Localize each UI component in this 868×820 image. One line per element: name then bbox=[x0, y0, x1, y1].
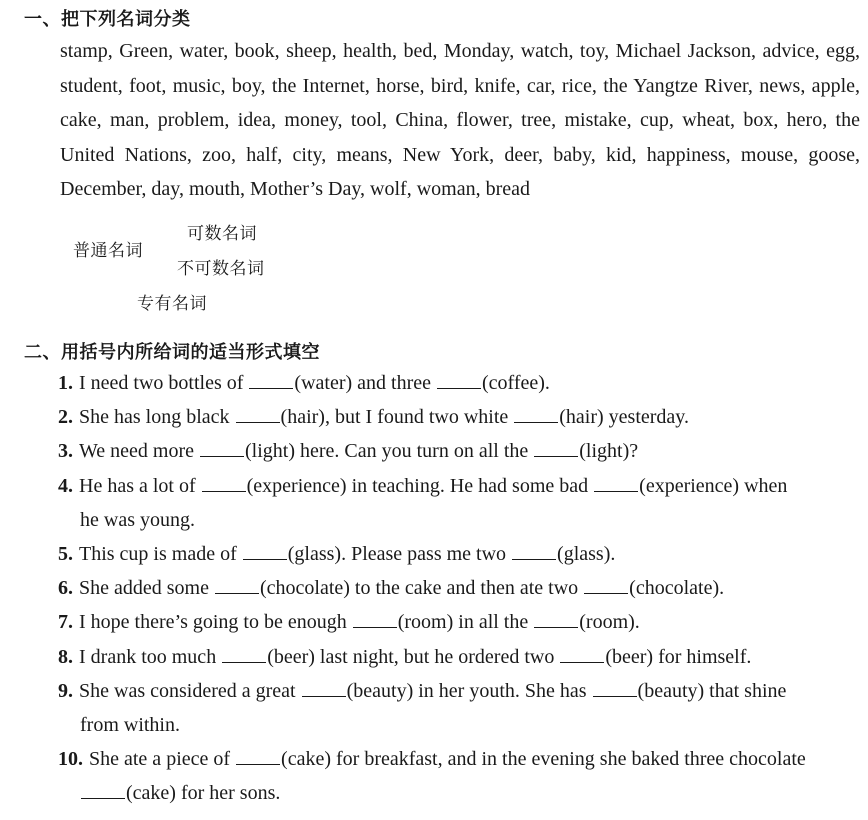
answer-blank[interactable] bbox=[200, 438, 244, 457]
question-text: (room). bbox=[579, 611, 640, 634]
question-number: 1. bbox=[58, 372, 73, 394]
answer-blank[interactable] bbox=[512, 541, 556, 560]
question-list bbox=[58, 366, 856, 811]
question-text: (glass). Please pass me two bbox=[287, 543, 512, 566]
question-7 bbox=[58, 605, 856, 639]
question-number: 3. bbox=[58, 440, 73, 463]
answer-blank[interactable] bbox=[215, 575, 259, 594]
question-number: 8. bbox=[58, 645, 73, 668]
answer-blank[interactable] bbox=[534, 609, 578, 628]
question-4 bbox=[58, 469, 856, 537]
question-text: (beer) for himself. bbox=[605, 645, 752, 668]
question-continuation: from within. bbox=[80, 714, 180, 737]
section-1-title: 一、把下列名词分类 bbox=[24, 9, 191, 30]
question-2 bbox=[58, 400, 856, 434]
question-text: (experience) when bbox=[639, 474, 788, 497]
answer-blank[interactable] bbox=[594, 473, 638, 492]
question-1 bbox=[58, 366, 856, 400]
category-uncountable-nouns: 不可数名词 bbox=[177, 259, 265, 279]
answer-blank[interactable] bbox=[534, 438, 578, 457]
question-text: She ate a piece of bbox=[89, 748, 236, 771]
question-text: I need two bottles of bbox=[79, 372, 249, 394]
question-5 bbox=[58, 537, 856, 571]
question-text: (light)? bbox=[579, 440, 639, 463]
answer-blank[interactable] bbox=[202, 473, 246, 492]
question-text: (hair), but I found two white bbox=[280, 406, 514, 429]
question-continuation bbox=[58, 776, 856, 810]
answer-blank[interactable] bbox=[243, 541, 287, 560]
answer-blank[interactable] bbox=[560, 644, 604, 663]
question-text: (beauty) that shine bbox=[637, 679, 787, 702]
question-text: I hope there’s going to be enough bbox=[79, 611, 352, 634]
question-6 bbox=[58, 571, 856, 605]
answer-blank[interactable] bbox=[81, 780, 125, 799]
question-number: 6. bbox=[58, 577, 73, 600]
question-text: She was considered a great bbox=[79, 679, 301, 702]
section-2-title: 二、用括号内所给词的适当形式填空 bbox=[24, 342, 320, 363]
question-text: (chocolate) to the cake and then ate two bbox=[259, 577, 584, 600]
question-text: I drank too much bbox=[79, 645, 222, 668]
question-number: 2. bbox=[58, 406, 73, 429]
question-text: (glass). bbox=[557, 543, 616, 566]
question-continuation: he was young. bbox=[80, 508, 195, 531]
question-text: She has long black bbox=[79, 406, 235, 429]
answer-blank[interactable] bbox=[236, 404, 280, 423]
question-number: 7. bbox=[58, 611, 73, 634]
question-text: (room) in all the bbox=[397, 611, 534, 634]
answer-blank[interactable] bbox=[584, 575, 628, 594]
question-text: (cake) for her sons. bbox=[126, 782, 281, 805]
answer-blank[interactable] bbox=[353, 609, 397, 628]
question-text: He has a lot of bbox=[79, 474, 201, 497]
answer-blank[interactable] bbox=[593, 678, 637, 697]
question-9 bbox=[58, 674, 856, 742]
question-text: (water) and three bbox=[294, 372, 436, 394]
category-countable-nouns: 可数名词 bbox=[187, 224, 257, 244]
answer-blank[interactable] bbox=[302, 678, 346, 697]
question-text: We need more bbox=[79, 440, 199, 463]
question-number: 10. bbox=[58, 748, 83, 771]
answer-blank[interactable] bbox=[514, 404, 558, 423]
question-text: (light) here. Can you turn on all the bbox=[245, 440, 534, 463]
question-number: 5. bbox=[58, 543, 73, 566]
answer-blank[interactable] bbox=[437, 370, 481, 389]
question-text: (beauty) in her youth. She has bbox=[346, 679, 592, 702]
question-text: (hair) yesterday. bbox=[559, 406, 690, 429]
question-text: (experience) in teaching. He had some bad bbox=[246, 474, 594, 497]
answer-blank[interactable] bbox=[249, 370, 293, 389]
question-text: (beer) last night, but he ordered two bbox=[267, 645, 560, 668]
question-10 bbox=[58, 742, 856, 810]
question-number: 4. bbox=[58, 474, 73, 497]
question-text: This cup is made of bbox=[79, 543, 242, 566]
question-text: (cake) for breakfast, and in the evening she baked three chocolate bbox=[281, 748, 806, 771]
answer-blank[interactable] bbox=[222, 644, 266, 663]
question-number: 9. bbox=[58, 679, 73, 702]
question-text: (coffee). bbox=[482, 372, 550, 394]
category-proper-nouns: 专有名词 bbox=[137, 294, 207, 314]
category-common-nouns: 普通名词 bbox=[73, 241, 143, 261]
question-text: (chocolate). bbox=[629, 577, 725, 600]
answer-blank[interactable] bbox=[236, 746, 280, 765]
question-text: She added some bbox=[79, 577, 214, 600]
noun-word-list: stamp, Green, water, book, sheep, health, bed, Monday, watch, toy, Michael Jackson, advice, egg, student, foot, music, boy, the Internet, horse, bird, knife, car, rice, the Yangtze River, news, apple, cake, man, problem, idea, money, tool, China, flower, tree, mistake, cup, wheat, box, hero, the United Nations, zoo, half, city, means, New York, deer, baby, kid, happiness, mouse, goose, December, day, mouth, Mother’s Day, wolf, woman, bread bbox=[60, 40, 860, 200]
question-8 bbox=[58, 640, 856, 674]
question-3 bbox=[58, 434, 856, 468]
